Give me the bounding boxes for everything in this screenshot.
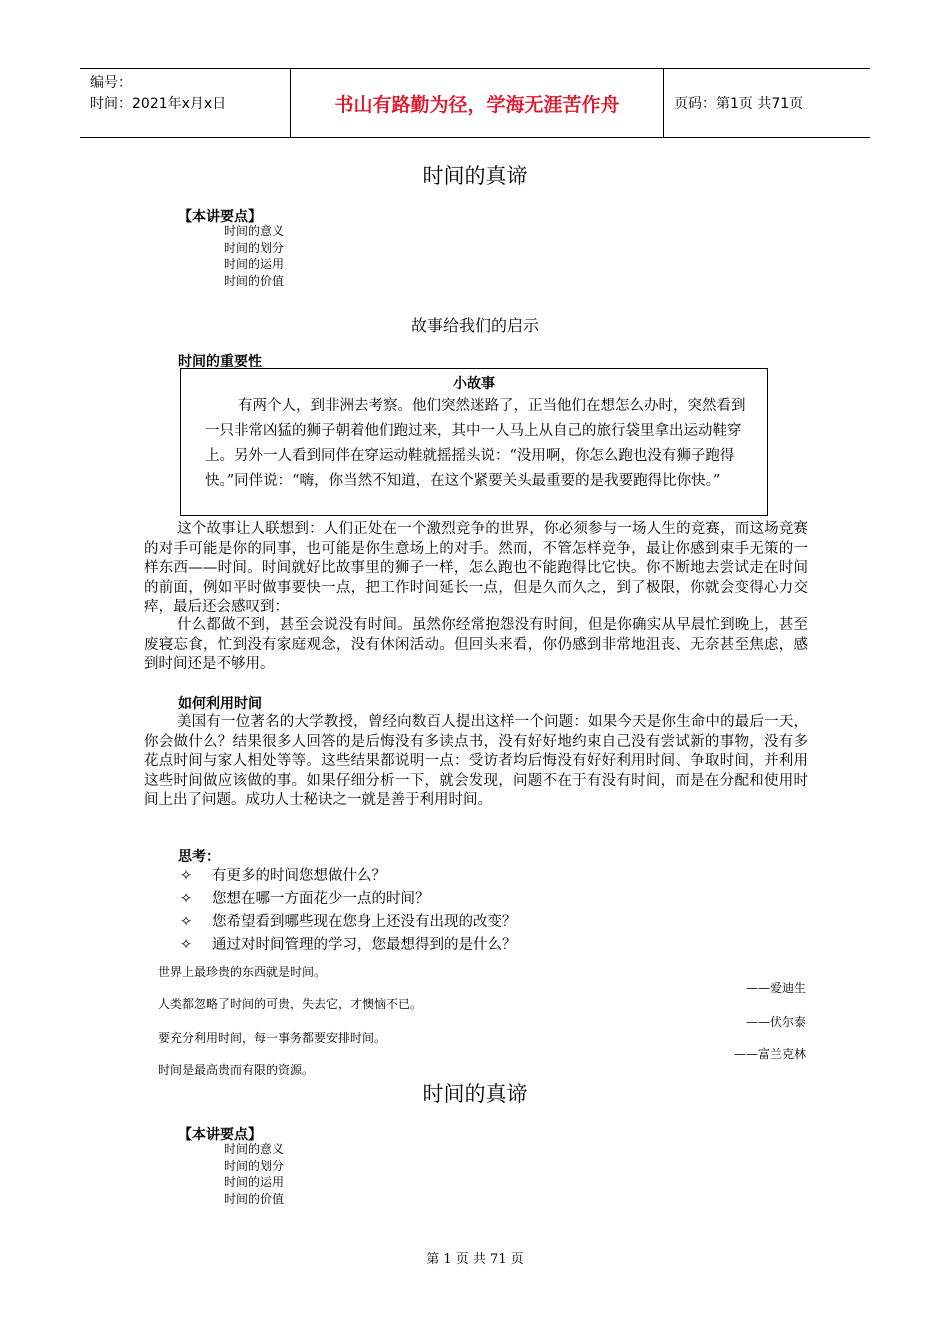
quote-text: 世界上最珍贵的东西就是时间。	[158, 965, 327, 979]
quote-author: ——伏尔泰	[745, 1015, 806, 1029]
key-points-heading: 【本讲要点】	[178, 209, 262, 225]
key-point-item: 时间的划分	[224, 1158, 285, 1173]
key-point-item: 时间的运用	[224, 257, 285, 271]
think-item	[180, 934, 517, 957]
story-title: 小故事	[453, 376, 495, 392]
importance-paragraph-1: 这个故事让人联想到：人们正处在一个激烈竞争的世界，你必须参与一场人生的竞赛，而这场竞赛的对手可能是你的同事，也可能是你生意场上的对手。然而，不管怎样竞争，最让你感到束手无策的一样东西——时间。时间就好比故事里的狮子一样，怎么跑也不能跑得比它快。你不断地去尝试走在时间的前面，例如平时做事要快一点，把工作时间延长一点，但是久而久之，到了极限，你就会变得心力交瘁，最后还会感叹到：	[144, 521, 808, 616]
quote-author: ——富兰克林	[733, 1047, 806, 1061]
page-title-repeat: 时间的真谛	[422, 1082, 528, 1106]
think-heading: 思考：	[178, 849, 220, 865]
key-points-heading: 【本讲要点】	[178, 1127, 262, 1143]
quote-author: ——爱迪生	[745, 981, 806, 995]
diamond-bullet-icon: ✧	[180, 937, 193, 953]
key-points-list	[224, 223, 284, 289]
diamond-bullet-icon: ✧	[180, 868, 193, 884]
key-point-item: 时间的价值	[224, 1191, 285, 1206]
use-time-heading: 如何利用时间	[178, 696, 262, 712]
think-item-text: 您希望看到哪些现在您身上还没有出现的改变？	[212, 914, 517, 930]
story-body: 有两个人，到非洲去考察。他们突然迷路了，正当他们在想怎么办时，突然看到一只非常凶猛的狮子朝着他们跑过来，其中一人马上从自己的旅行袋里拿出运动鞋穿上。另外一人看到同伴在穿运动鞋就摇摇头说：“没用啊，你怎么跑也没有狮子跑得快。”同伴说：“嗨，你当然不知道，在这个紧要关头最重要的是我要跑得比你快。”	[205, 398, 746, 489]
key-point-item: 时间的价值	[224, 273, 285, 288]
page-header	[80, 68, 870, 138]
time-label: 时间：2021年x月x日	[90, 96, 227, 112]
think-list	[180, 865, 517, 957]
section-title: 故事给我们的启示	[410, 316, 539, 335]
think-item-text: 通过对时间管理的学习，您最想得到的是什么？	[212, 937, 517, 953]
think-item	[180, 865, 517, 888]
think-item	[180, 888, 517, 911]
importance-paragraph-2: 什么都做不到，甚至会说没有时间。虽然你经常抱怨没有时间，但是你确实从早晨忙到晚上，甚至废寝忘食，忙到没有家庭观念，没有休闲活动。但回头来看，你仍感到非常地沮丧、无奈甚至焦虑，感到时间还是不够用。	[144, 617, 808, 673]
quotes-block	[158, 963, 806, 1083]
importance-heading: 时间的重要性	[178, 354, 262, 370]
key-point-item: 时间的运用	[224, 1175, 285, 1189]
header-meta	[80, 69, 290, 137]
key-point-item: 时间的意义	[224, 224, 285, 238]
story-box	[180, 368, 768, 516]
think-item	[180, 911, 517, 934]
think-item-text: 您想在哪一方面花少一点的时间？	[212, 891, 430, 907]
number-label: 编号：	[90, 75, 132, 91]
diamond-bullet-icon: ✧	[180, 914, 193, 930]
use-time-paragraph: 美国有一位著名的大学教授，曾经向数百人提出这样一个问题：如果今天是你生命中的最后一天，你会做什么？结果很多人回答的是后悔没有多读点书，没有好好地约束自己没有尝试新的事物，没有多花点时间与家人相处等等。这些结果都说明一点：受访者均后悔没有好好利用时间、争取时间，并利用这些时间做应该做的事。如果仔细分析一下，就会发现，问题不在于有没有时间，而是在分配和使用时间上出了问题。成功人士秘诀之一就是善于利用时间。	[144, 714, 808, 809]
key-point-item: 时间的意义	[224, 1142, 285, 1156]
quote-text: 要充分利用时间，每一事务都要安排时间。	[158, 1031, 387, 1045]
header-page-number: 页码：第1页 共71页	[674, 96, 804, 112]
page-footer: 第 1 页 共 71 页	[426, 1252, 524, 1267]
think-item-text: 有更多的时间您想做什么？	[212, 868, 386, 884]
header-motto: 书山有路勤为径，学海无涯苦作舟	[290, 69, 664, 137]
diamond-bullet-icon: ✧	[180, 891, 193, 907]
quote-text: 人类都忽略了时间的可贵，失去它，才懊恼不已。	[158, 997, 423, 1011]
key-point-item: 时间的划分	[224, 240, 285, 255]
quote-text: 时间是最高贵而有限的资源。	[158, 1063, 315, 1077]
key-points-list	[224, 1141, 284, 1207]
page-title: 时间的真谛	[422, 164, 528, 188]
